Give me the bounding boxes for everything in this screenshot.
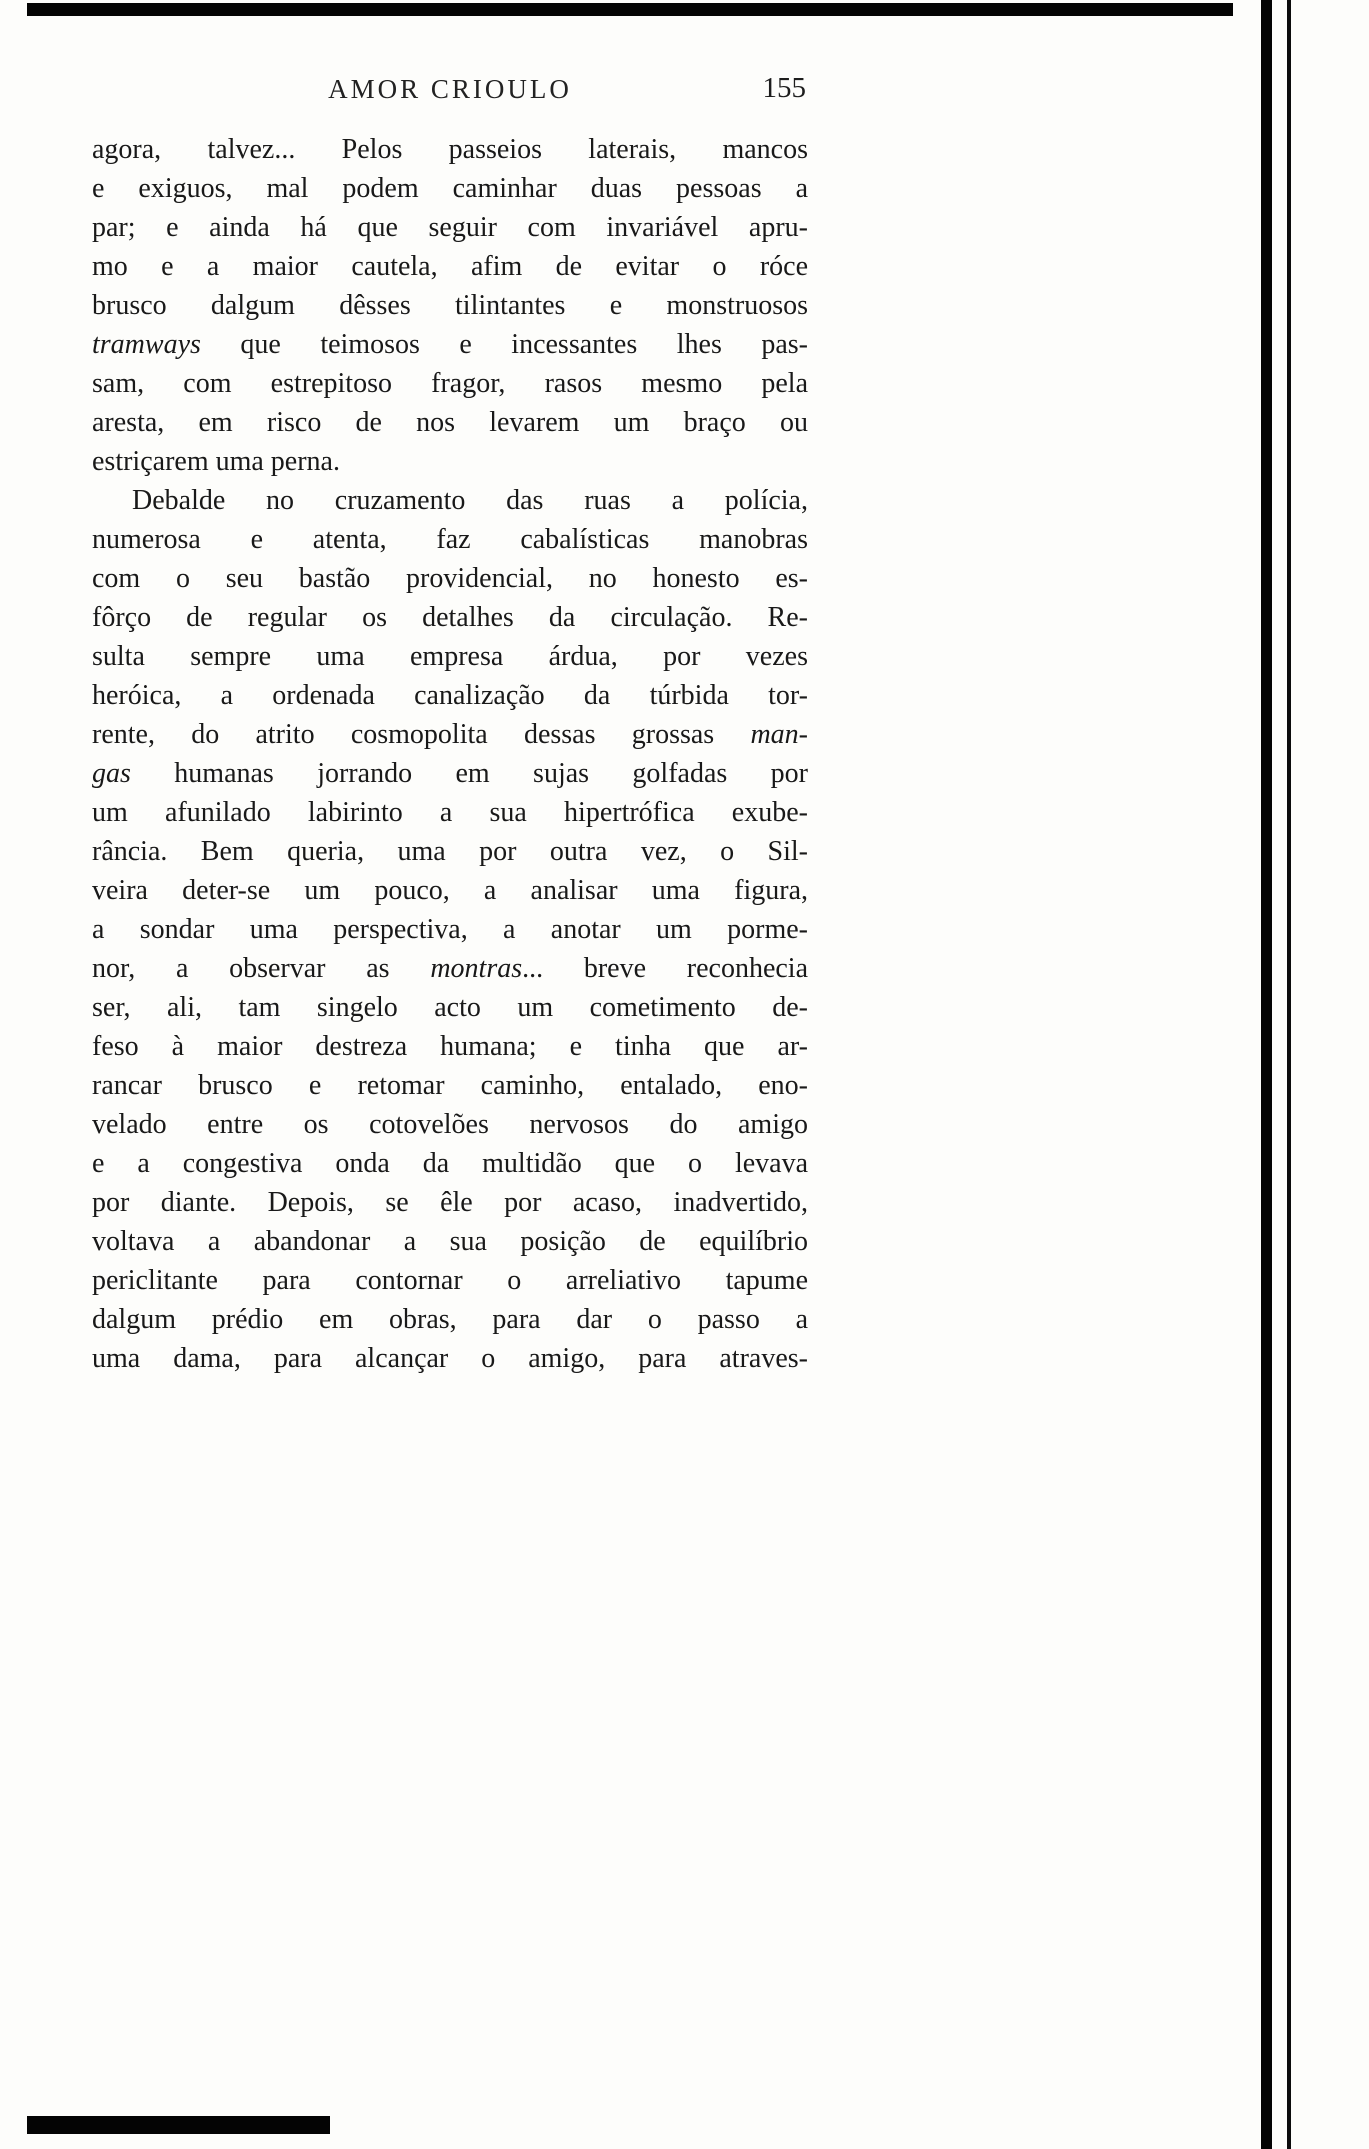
text-line <box>92 559 808 598</box>
text-line <box>92 130 808 169</box>
text-segment: fôrço de regular os detalhes da circulação. Re- <box>92 602 808 633</box>
text-line <box>92 442 808 481</box>
scan-artifact-bottom-bar <box>27 2116 330 2134</box>
page-header <box>92 74 808 116</box>
text-segment: uma dama, para alcançar o amigo, para atraves- <box>92 1343 808 1374</box>
text-line <box>92 715 808 754</box>
text-line <box>92 325 808 364</box>
text-segment: periclitante para contornar o arreliativo tapume <box>92 1265 808 1296</box>
text-segment: feso à maior destreza humana; e tinha que ar- <box>92 1031 808 1062</box>
text-segment: dalgum prédio em obras, para dar o passo a <box>92 1304 808 1335</box>
text-line <box>92 169 808 208</box>
text-segment: heróica, a ordenada canalização da túrbida tor- <box>92 680 808 711</box>
text-line <box>92 793 808 832</box>
text-line <box>92 1222 808 1261</box>
page-number: 155 <box>762 72 806 104</box>
text-segment: ser, ali, tam singelo acto um cometimento de- <box>92 992 808 1023</box>
text-segment: que teimosos e incessantes lhes pas- <box>200 329 808 360</box>
text-segment: brusco dalgum dêsses tilintantes e monstruosos <box>92 290 808 321</box>
text-segment: por diante. Depois, se êle por acaso, inadvertido, <box>92 1187 808 1218</box>
running-title: AMOR CRIOULO <box>328 74 572 104</box>
text-line <box>92 1183 808 1222</box>
text-line <box>92 676 808 715</box>
text-segment: velado entre os cotovelões nervosos do amigo <box>92 1109 808 1140</box>
text-line <box>92 1300 808 1339</box>
text-line <box>92 364 808 403</box>
text-line <box>92 949 808 988</box>
text-segment: aresta, em risco de nos levarem um braço ou <box>92 407 808 438</box>
text-line <box>92 637 808 676</box>
text-segment: agora, talvez... Pelos passeios laterais, mancos <box>92 134 808 165</box>
scan-artifact-right-edge-thick <box>1261 0 1272 2149</box>
scan-artifact-right-edge-thin <box>1287 0 1291 2149</box>
text-line <box>92 832 808 871</box>
body-text <box>92 130 808 1378</box>
text-segment: com o seu bastão providencial, no honesto es- <box>92 563 808 594</box>
text-line <box>92 871 808 910</box>
text-segment: Debalde no cruzamento das ruas a polícia, <box>132 485 808 516</box>
text-segment: rância. Bem queria, uma por outra vez, o Sil- <box>92 836 808 867</box>
text-line <box>92 1066 808 1105</box>
text-segment: nor, a observar as <box>92 953 431 984</box>
text-segment: numerosa e atenta, faz cabalísticas manobras <box>92 524 808 555</box>
italic-text-segment: montras <box>430 953 523 984</box>
text-line <box>92 598 808 637</box>
text-segment: mo e a maior cautela, afim de evitar o róce <box>92 251 808 282</box>
text-segment: e exiguos, mal podem caminhar duas pessoas a <box>92 173 808 204</box>
text-segment: a sondar uma perspectiva, a anotar um porme- <box>92 914 808 945</box>
text-line <box>92 1144 808 1183</box>
text-segment: ... breve reconhecia <box>522 953 809 984</box>
text-segment: sulta sempre uma empresa árdua, por vezes <box>92 641 808 672</box>
scan-artifact-top-bar <box>27 3 1233 16</box>
text-segment: estriçarem uma perna. <box>92 446 340 477</box>
text-segment: um afunilado labirinto a sua hipertrófica exube- <box>92 797 808 828</box>
text-line <box>92 481 808 520</box>
text-line <box>92 403 808 442</box>
text-line <box>92 208 808 247</box>
text-segment: veira deter-se um pouco, a analisar uma figura, <box>92 875 808 906</box>
text-segment: voltava a abandonar a sua posição de equilíbrio <box>92 1226 808 1257</box>
text-line <box>92 1261 808 1300</box>
text-segment: humanas jorrando em sujas golfadas por <box>130 758 808 789</box>
text-line <box>92 1027 808 1066</box>
text-line <box>92 1105 808 1144</box>
text-segment: sam, com estrepitoso fragor, rasos mesmo pela <box>92 368 808 399</box>
text-segment: rancar brusco e retomar caminho, entalado, eno- <box>92 1070 808 1101</box>
text-line <box>92 910 808 949</box>
text-segment: e a congestiva onda da multidão que o levava <box>92 1148 808 1179</box>
text-line <box>92 988 808 1027</box>
italic-text-segment: gas <box>92 758 131 789</box>
italic-text-segment: tramways <box>92 329 201 360</box>
text-line <box>92 754 808 793</box>
italic-text-segment: man- <box>750 719 808 750</box>
text-line <box>92 1339 808 1378</box>
text-segment: rente, do atrito cosmopolita dessas grossas <box>92 719 751 750</box>
text-line <box>92 520 808 559</box>
text-line <box>92 247 808 286</box>
text-segment: par; e ainda há que seguir com invariável apru- <box>92 212 808 243</box>
text-line <box>92 286 808 325</box>
